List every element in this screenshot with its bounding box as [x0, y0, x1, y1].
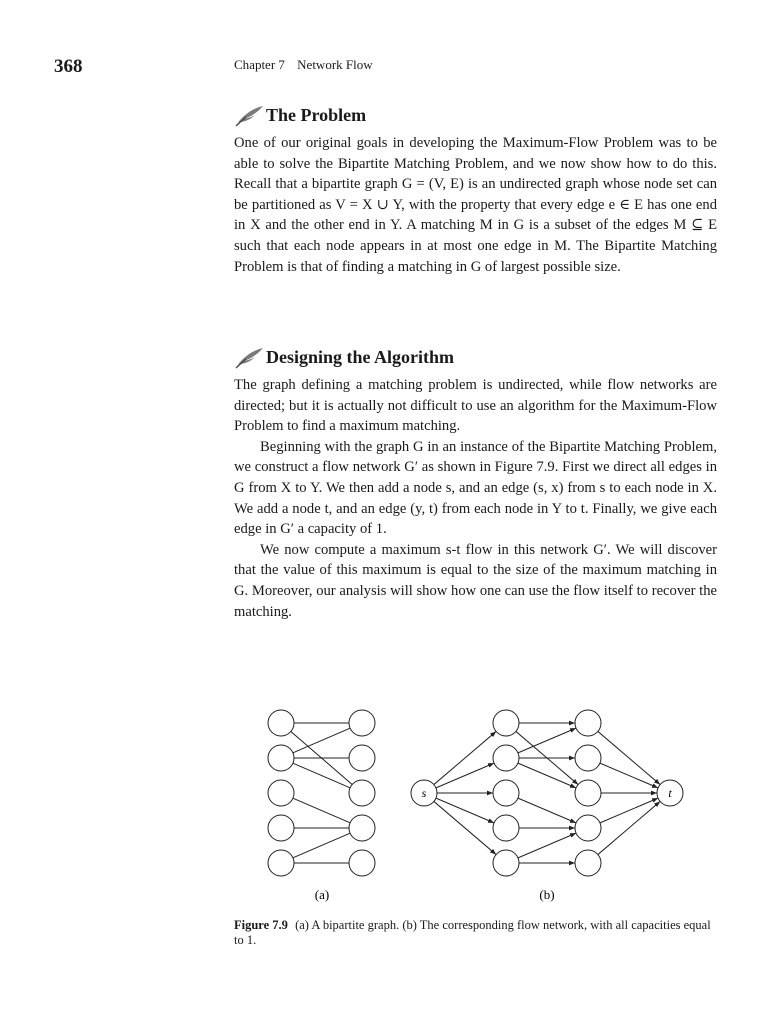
section-heading-row [234, 103, 717, 127]
node-y [575, 710, 601, 736]
problem-paragraph: One of our original goals in developing the Maximum-Flow Problem was to be able to solve the Bipartite Matching Problem, and we now show how to do this. Recall that a bipartite graph G = (V, E) is an undirected graph whose node set can be partitioned as V = X ∪ Y, with the property that every edge e ∈ E has one end in X and the other end in Y. A matching M in G is a subset of the edges M ⊆ E such that each node appears in at most one edge in M. The Bipartite Matching Problem is that of finding a matching in G of largest possible size. [234, 135, 717, 275]
chapter-number: Chapter 7 [234, 57, 285, 72]
node-y [575, 780, 601, 806]
node-x [493, 850, 519, 876]
edge-source [434, 731, 496, 784]
node-x [268, 710, 294, 736]
page-number: 368 [54, 56, 83, 77]
bipartite-graph-a [268, 710, 375, 876]
running-head [234, 57, 373, 73]
flow-network-b [411, 710, 683, 876]
caption-label: Figure 7.9 [234, 918, 288, 932]
node-x [493, 710, 519, 736]
quill-icon [234, 345, 264, 369]
figure-label-b: (b) [539, 887, 555, 902]
figure-graphic [234, 700, 717, 910]
edge-b [518, 833, 576, 858]
node-y [349, 850, 375, 876]
figure-caption [234, 918, 717, 948]
design-paragraph-1: The graph defining a matching problem is undirected, while flow networks are directed; but it is actually not difficult to use an algorithm for the Maximum-Flow Problem to find a maximum matching. [234, 377, 717, 435]
caption-text: (a) A bipartite graph. (b) The corresponding flow network, with all capacities equal to 1. [234, 918, 711, 947]
design-paragraph-2: Beginning with the graph G in an instance of the Bipartite Matching Problem, we construct a flow network G′ as shown in Figure 7.9. First we direct all edges in G from X to Y. We then add a node s, and an edge (s, x) from s to each node in X. We add a node t, and an edge (y, t) from each node in Y to t. Finally, we give each edge in G′ a capacity of 1. [234, 438, 717, 538]
node-y [349, 815, 375, 841]
section-heading-row [234, 345, 717, 369]
chapter-title: Network Flow [297, 57, 373, 72]
figure-7-9 [234, 700, 717, 910]
section-designing-the-algorithm [234, 345, 717, 622]
node-x [268, 745, 294, 771]
node-y [575, 850, 601, 876]
edge-sink [598, 731, 660, 784]
design-paragraph-3: We now compute a maximum s-t flow in this network G′. We will discover that the value of this maximum is equal to the size of the maximum matching in G. Moreover, our analysis will show how one can use the flow itself to recover the matching. [234, 541, 717, 620]
node-y [349, 710, 375, 736]
node-y [349, 745, 375, 771]
node-y [575, 815, 601, 841]
node-x [268, 850, 294, 876]
section-heading: The Problem [266, 105, 367, 125]
edge-sink [598, 801, 660, 854]
figure-label-a: (a) [314, 887, 330, 902]
node-x [493, 745, 519, 771]
source-label: s [421, 786, 427, 800]
section-heading: Designing the Algorithm [266, 347, 455, 367]
node-y [349, 780, 375, 806]
quill-icon [234, 103, 264, 127]
edge-a [293, 833, 350, 858]
node-x [268, 815, 294, 841]
edge-a [293, 798, 350, 823]
node-y [575, 745, 601, 771]
node-x [268, 780, 294, 806]
sink-label: t [668, 786, 672, 800]
edge-b [518, 798, 576, 823]
edge-source [434, 801, 496, 854]
node-x [493, 780, 519, 806]
node-x [493, 815, 519, 841]
section-the-problem [234, 103, 717, 277]
